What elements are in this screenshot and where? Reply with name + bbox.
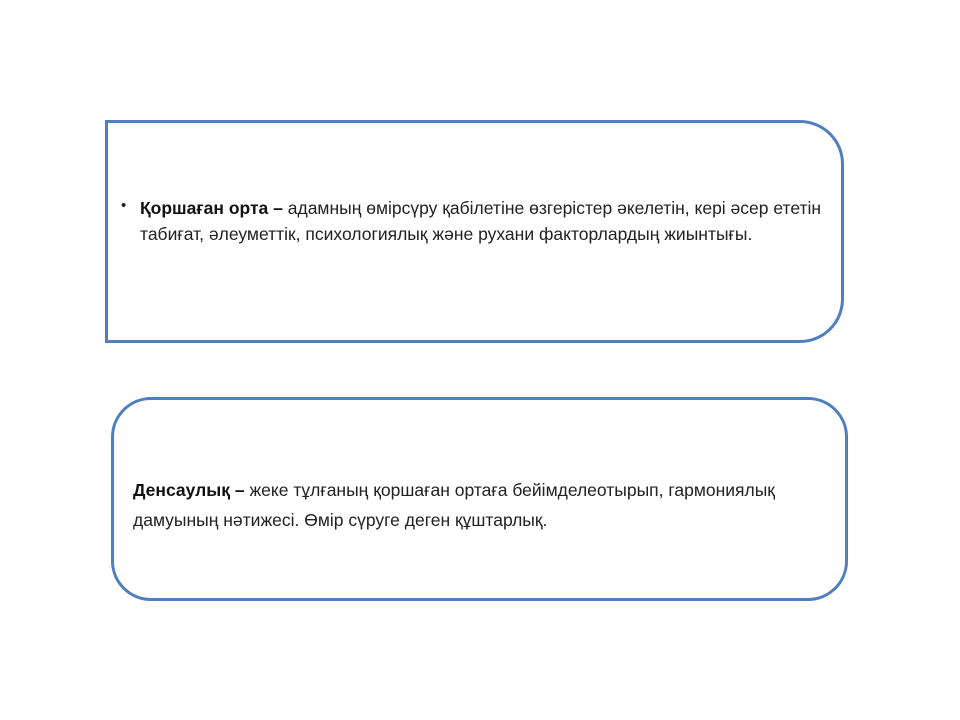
- health-description: жеке тұлғаның қоршаған ортаға бейімделеотырып, гармониялық дамуының нәтижесі. Өмір сүруге деген құштарлық.: [133, 480, 775, 530]
- environment-term: Қоршаған орта –: [140, 198, 283, 218]
- health-term: Денсаулық –: [133, 480, 245, 500]
- environment-description: адамның өмірсүру қабілетіне өзгерістер әкелетін, кері әсер ететін табиғат, әлеуметтік, психологиялық және рухани факторлардың жиынтығы.: [140, 198, 822, 244]
- environment-definition-box: [105, 120, 844, 343]
- environment-definition-text: [140, 195, 826, 247]
- bullet-icon: •: [121, 197, 127, 214]
- health-definition: [133, 475, 833, 535]
- environment-definition: [121, 195, 826, 247]
- health-definition-box: [111, 397, 848, 601]
